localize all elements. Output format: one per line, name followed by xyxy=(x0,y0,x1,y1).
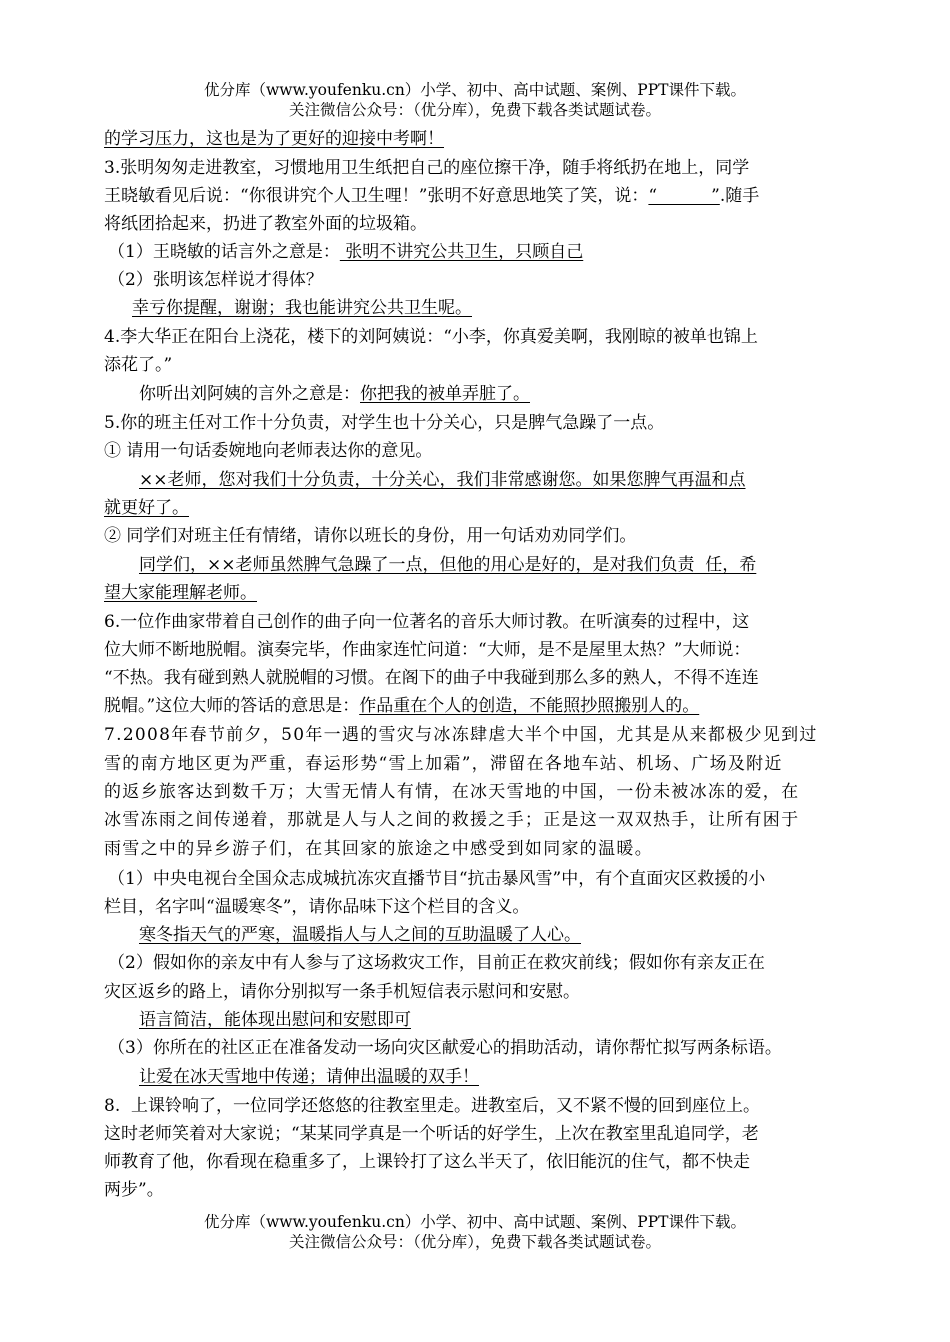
header-line-2: 关注微信公众号：（优分库），免费下载各类试题试卷。 xyxy=(288,101,661,119)
q3-sub-1-label: （1）王晓敏的话言外之意是： xyxy=(108,242,340,262)
q4-answer: 你把我的被单弄脏了。 xyxy=(360,384,530,404)
q3-sub-1-answer: 张明不讲究公共卫生，只顾自己 xyxy=(339,242,584,262)
q3-sub-1 xyxy=(108,240,583,264)
q3-blank: “ ” xyxy=(648,186,720,206)
q8-line-3: 师教育了他，你看现在稳重多了，上课铃打了这么半天了，依旧能沉的住气，都不快走 xyxy=(104,1152,750,1172)
q3-line-2-tail: .随手 xyxy=(719,186,760,206)
q8-line-2: 这时老师笑着对大家说；“某某同学真是一个听话的好学生，上次在教室里乱追同学，老 xyxy=(104,1124,759,1144)
q7-line-4: 冰雪冻雨之间传递着，那就是人与人之间的救援之手；正是这一双双热手，让所有困于 xyxy=(104,810,800,830)
q3-line-1: 3.张明匆匆走进教室，习惯地用卫生纸把自己的座位擦干净，随手将纸扔在地上，同学 xyxy=(104,158,750,178)
q8-line-4: 两步”。 xyxy=(104,1180,164,1200)
footer-line-2: 关注微信公众号：（优分库），免费下载各类试题试卷。 xyxy=(288,1233,661,1251)
q5-sub-2-answer-2: 望大家能理解老师。 xyxy=(104,583,257,603)
q7-line-5: 雨雪之中的异乡游子们，在其回家的旅途之中感受到如同家的温暖。 xyxy=(104,839,653,859)
q4-line-3 xyxy=(139,382,530,406)
q5-sub-2: ② 同学们对班主任有情绪，请你以班长的身份，用一句话劝劝同学们。 xyxy=(104,526,637,546)
q6-line-4 xyxy=(104,694,699,718)
q7-sub-3-answer: 让爱在冰天雪地中传递；请伸出温暖的双手！ xyxy=(139,1067,479,1087)
q3-line-2-text: 王晓敏看见后说：“你很讲究个人卫生哩！”张明不好意思地笑了笑，说： xyxy=(104,186,649,206)
q3-line-3: 将纸团拾起来，扔进了教室外面的垃圾箱。 xyxy=(104,214,427,234)
q5-sub-1-answer-1: ××老师，您对我们十分负责，十分关心，我们非常感谢您。如果您脾气再温和点 xyxy=(139,470,746,490)
q7-sub-2-line-1: （2）假如你的亲友中有人参与了这场救灾工作，目前正在救灾前线；假如你有亲友正在 xyxy=(108,953,765,973)
q6-line-3: “不热。我有碰到熟人就脱帽的习惯。在阁下的曲子中我碰到那么多的熟人，不得不连连 xyxy=(104,668,759,688)
q3-line-2 xyxy=(104,184,759,208)
q5-sub-2-answer-1: 同学们，××老师虽然脾气急躁了一点，但他的用心是好的，是对我们负责 任，希 xyxy=(139,555,757,575)
q7-sub-1-answer: 寒冬指天气的严寒，温暖指人与人之间的互助温暖了人心。 xyxy=(139,925,581,945)
q4-line-3-label: 你听出刘阿姨的言外之意是： xyxy=(139,384,360,404)
q8-line-1: 8. 上课铃响了，一位同学还悠悠的往教室里走。进教室后，又不紧不慢的回到座位上。 xyxy=(104,1096,761,1116)
q6-line-4-label: 脱帽。”这位大师的答话的意思是： xyxy=(104,696,360,716)
q3-sub-2-answer: 幸亏你提醒，谢谢；我也能讲究公共卫生呢。 xyxy=(132,298,472,318)
q6-answer: 作品重在个人的创造，不能照抄照搬别人的。 xyxy=(359,696,700,716)
q7-sub-1-line-2: 栏目，名字叫“温暖寒冬”，请你品味下这个栏目的含义。 xyxy=(104,897,530,917)
q7-line-2: 雪的南方地区更为严重，春运形势“雪上加霜”，滞留在各地车站、机场、广场及附近 xyxy=(104,754,783,774)
q4-line-1: 4.李大华正在阳台上浇花，楼下的刘阿姨说：“小李，你真爱美啊，我刚晾的被单也锦上 xyxy=(104,327,758,347)
header-line-1: 优分库（www.youfenku.cn）小学、初中、高中试题、案例、PPT课件下载。 xyxy=(203,81,747,99)
q7-sub-2-answer: 语言简洁，能体现出慰问和安慰即可 xyxy=(139,1010,411,1030)
q5-line-1: 5.你的班主任对工作十分负责，对学生也十分关心，只是脾气急躁了一点。 xyxy=(104,413,665,433)
carryover-answer: 的学习压力，这也是为了更好的迎接中考啊！ xyxy=(104,129,444,149)
q7-sub-3: （3）你所在的社区正在准备发动一场向灾区献爱心的捐助活动，请你帮忙拟写两条标语。 xyxy=(108,1038,782,1058)
q5-sub-1-answer-2: 就更好了。 xyxy=(104,498,189,518)
q7-line-3: 的返乡旅客达到数千万；大雪无情人有情，在冰天雪地的中国，一份未被冰冻的爱，在 xyxy=(104,782,800,802)
footer-line-1: 优分库（www.youfenku.cn）小学、初中、高中试题、案例、PPT课件下载。 xyxy=(203,1213,747,1231)
q5-sub-1: ① 请用一句话委婉地向老师表达你的意见。 xyxy=(104,441,433,461)
q4-line-2: 添花了。” xyxy=(104,355,173,375)
q7-line-1: 7.2008年春节前夕，50年一遇的雪灾与冰冻肆虐大半个中国，尤其是从来都极少见到过 xyxy=(104,725,818,745)
q7-sub-2-line-2: 灾区返乡的路上，请你分别拟写一条手机短信表示慰问和安慰。 xyxy=(104,982,580,1002)
q6-line-2: 位大师不断地脱帽。演奏完毕，作曲家连忙问道：“大师，是不是屋里太热？”大师说： xyxy=(104,640,751,660)
q3-sub-2: （2）张明该怎样说才得体？ xyxy=(108,270,323,290)
q7-sub-1-line-1: （1）中央电视台全国众志成城抗冻灾直播节目“抗击暴风雪”中，有个直面灾区救援的小 xyxy=(108,869,766,889)
q6-line-1: 6.一位作曲家带着自己创作的曲子向一位著名的音乐大师讨教。在听演奏的过程中，这 xyxy=(104,612,750,632)
